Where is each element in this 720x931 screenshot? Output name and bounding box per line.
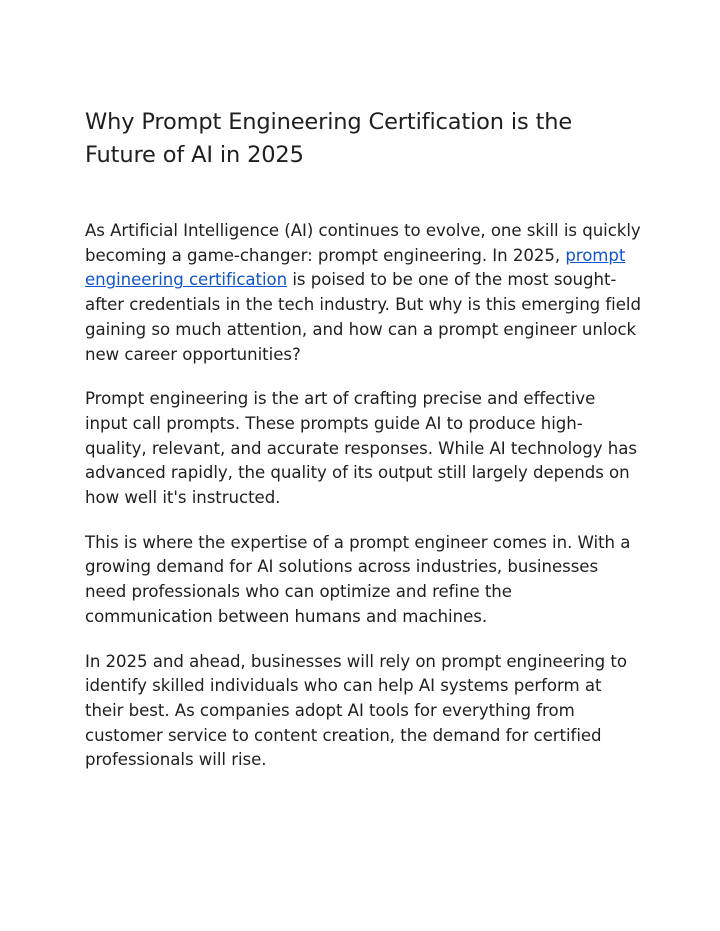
paragraph-outlook: In 2025 and ahead, businesses will rely on prompt engineering to identify skilled individuals who can help AI systems perform at their best. As companies adopt AI tools for everything from customer service to content creation, the demand for certified professionals will rise. xyxy=(85,651,627,770)
paragraph-expertise: This is where the expertise of a prompt engineer comes in. With a growing demand for AI solutions across industries, businesses need professionals who can optimize and refine the communication between humans and machines. xyxy=(85,532,631,626)
paragraph-definition: Prompt engineering is the art of crafting precise and effective input call prompts. These prompts guide AI to produce high-quality, relevant, and accurate responses. While AI technology has advanced rapidly, the quality of its output still largely depends on how well it's instructed. xyxy=(85,389,637,508)
document-body xyxy=(85,219,641,773)
paragraph-intro-text-before-link: As Artificial Intelligence (AI) continues to evolve, one skill is quickly becoming a game-changer: prompt engineering. In 2025, xyxy=(85,221,641,265)
paragraph-intro-text-after-link: is poised to be one of the most sought-after credentials in the tech industry. But why is this emerging field gaining so much attention, and how can a prompt engineer unlock new career opportunities? xyxy=(85,270,641,364)
paragraph-intro xyxy=(85,219,641,367)
document-page xyxy=(85,106,641,793)
certification-link[interactable]: prompt engineering certification xyxy=(85,245,626,290)
document-title: Why Prompt Engineering Certification is the Future of AI in 2025 xyxy=(85,109,573,168)
